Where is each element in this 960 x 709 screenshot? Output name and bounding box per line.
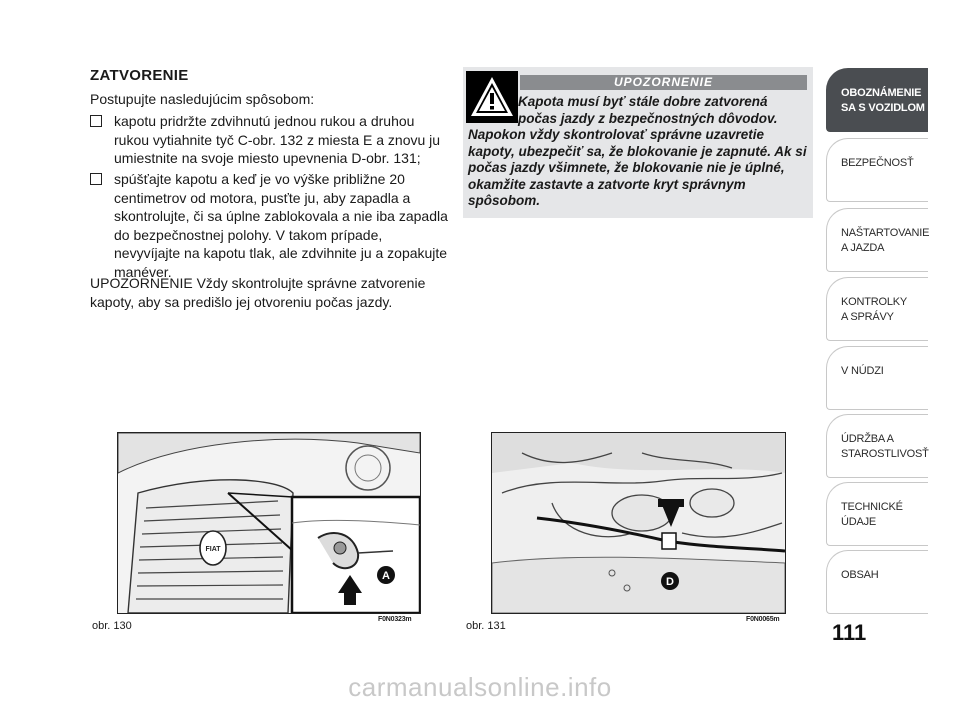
warning-text: Kapota musí byť stále dobre zatvorená počas jazdy z bezpečnostných dôvodov. Napokon vždy skontrolovať správne uzavretie kapoty, ubezpečiť sa, že blokovanie je zapnuté. Ak si počas jazdy všimnete, že blokovanie nie je úplné, okamžite zastavte a zatvorte kryt správnym spôsobom. (468, 94, 807, 208)
tab-label: V NÚDZI (841, 365, 884, 377)
tab-label: NAŠTARTOVANIE (841, 227, 930, 239)
warning-text-block (468, 94, 808, 210)
tab-label: OBSAH (841, 569, 879, 581)
tab-label: A SPRÁVY (841, 311, 894, 323)
callout-a: A (382, 570, 390, 582)
figure-hood-latch (117, 432, 421, 614)
tab-nastartovanie[interactable] (826, 208, 928, 272)
figure-131-illustration (492, 433, 785, 613)
section-heading: ZATVORENIE (90, 67, 189, 84)
tab-v-nudzi[interactable] (826, 346, 928, 410)
tab-udrzba[interactable] (826, 414, 928, 478)
tab-obsah[interactable] (826, 550, 928, 614)
intro-text: Postupujte nasledujúcim spôsobom: (90, 91, 315, 107)
tab-label: KONTROLKY (841, 296, 908, 308)
tab-label: TECHNICKÉ (841, 501, 903, 513)
figure-code: F0N0065m (746, 616, 780, 623)
tab-label: A JAZDA (841, 242, 885, 254)
list-item-text: spúšťajte kapotu a keď je vo výške približne 20 centimetrov od motora, pusťte ju, aby zapadla a skontrolujte, či sa úplne zablokovala a nie iba zapadla do bezpečnostnej polohy. V takom prípade, nevyvíjajte na kapotu tlak, ale zdvihnite ju a zopakujte manéver. (114, 171, 448, 280)
figure-caption: obr. 130 (92, 620, 132, 632)
tab-oboznamenie[interactable] (826, 68, 928, 132)
tab-label: ÚDRŽBA A (841, 433, 894, 445)
tab-label: ÚDAJE (841, 516, 877, 528)
tab-technicke-udaje[interactable] (826, 482, 928, 546)
checkbox-bullet-icon (90, 173, 102, 185)
outro-text: UPOZORNENIE Vždy skontrolujte správne zatvorenie kapoty, aby sa predišlo jej otvoreniu počas jazdy. (90, 275, 426, 310)
page-number: 111 (832, 620, 867, 645)
fiat-emblem-text: FIAT (205, 546, 221, 553)
figure-130-illustration (118, 433, 420, 613)
tab-bezpecnost[interactable] (826, 138, 928, 202)
list-item (90, 112, 450, 168)
tab-label: SA S VOZIDLOM (841, 102, 925, 114)
warning-title: UPOZORNENIE (520, 75, 807, 90)
list-item-text: kapotu pridržte zdvihnutú jednou rukou a druhou rukou vytiahnite tyč C-obr. 132 z miesta E a znovu ju umiestnite na svoje miesto upevnenia D-obr. 131; (114, 113, 441, 166)
checkbox-bullet-icon (90, 115, 102, 127)
list-item (90, 170, 450, 281)
callout-d: D (666, 576, 674, 588)
figure-caption: obr. 131 (466, 620, 506, 632)
tab-label: STAROSTLIVOSŤ (841, 448, 929, 460)
figure-hood-rod-holder (491, 432, 786, 614)
tab-label: BEZPEČNOSŤ (841, 157, 914, 169)
tab-kontrolky[interactable] (826, 277, 928, 341)
tab-label: OBOZNÁMENIE (841, 87, 922, 99)
figure-code: F0N0323m (378, 616, 412, 623)
watermark: carmanualsonline.info (348, 672, 612, 702)
